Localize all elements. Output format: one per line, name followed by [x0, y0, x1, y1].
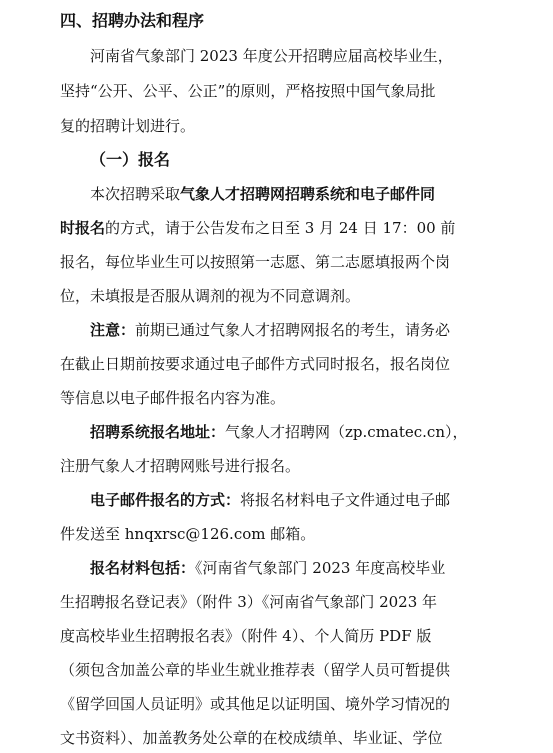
p2-line-3: 等信息以电子邮件报名内容为准。: [60, 389, 286, 407]
p2-line-1: [60, 315, 450, 345]
p1-prefix: 本次招聘采取: [90, 185, 181, 203]
p4-line-1: [60, 485, 450, 515]
p2-text: 前期已通过气象人才招聘网报名的考生，请务必: [135, 321, 451, 339]
p5-line-4: （须包含加盖公章的毕业生就业推荐表（留学人员可暂提供: [60, 661, 451, 679]
intro-line-2: 坚持“公开、公平、公正”的原则，严格按照中国气象局批: [60, 82, 436, 100]
p1-line-4: 位，未填报是否服从调剂的视为不同意调剂。: [60, 287, 361, 305]
p5-line-6: 文书资料）、加盖教务处公章的在校成绩单、毕业证、学位: [60, 729, 443, 747]
p5-line-1: [60, 553, 445, 583]
p3-label-address: 招聘系统报名地址：: [90, 423, 226, 441]
p5-line-3: 度高校毕业生招聘报名表》（附件 4）、个人简历 PDF 版: [60, 627, 432, 645]
p5-line-5: 《留学回国人员证明》或其他足以证明国、境外学习情况的: [60, 695, 451, 713]
intro-line-1: 河南省气象部门 2023 年度公开招聘应届高校毕业生，: [90, 47, 453, 65]
p2-label-note: 注意：: [90, 321, 136, 339]
p1-line-2: [60, 213, 455, 243]
p5-label-materials: 报名材料包括：: [90, 559, 196, 577]
p1-bold-method: 气象人才招聘网招聘系统和电子邮件同: [180, 185, 436, 203]
p3-line-1: [60, 417, 468, 447]
section-heading: 四、招聘办法和程序: [60, 11, 205, 30]
p4-label-email-method: 电子邮件报名的方式：: [90, 491, 241, 509]
p1-bold-method-end: 时报名: [60, 219, 106, 237]
p1-line-1: [60, 179, 435, 209]
p3-url-text: 气象人才招聘网（zp.cmatec.cn），: [225, 423, 468, 441]
p4-line-2: 件发送至 hnqxrsc@126.com 邮箱。: [60, 525, 316, 543]
intro-line-3: 复的招聘计划进行。: [60, 117, 196, 135]
p5-line-2: 生招聘报名登记表》（附件 3）《河南省气象部门 2023 年: [60, 593, 438, 611]
p5-text: 《河南省气象部门 2023 年度高校毕业: [195, 559, 446, 577]
p1-line-3: 报名，每位毕业生可以按照第一志愿、第二志愿填报两个岗: [60, 253, 451, 271]
subheading-registration: （一）报名: [90, 150, 171, 169]
p4-text: 将报名材料电子文件通过电子邮: [240, 491, 451, 509]
p2-line-2: 在截止日期前按要求通过电子邮件方式同时报名，报名岗位: [60, 355, 451, 373]
p3-line-2: 注册气象人才招聘网账号进行报名。: [60, 457, 301, 475]
p1-deadline-text: 的方式，请于公告发布之日至 3 月 24 日 17：00 前: [105, 219, 456, 237]
